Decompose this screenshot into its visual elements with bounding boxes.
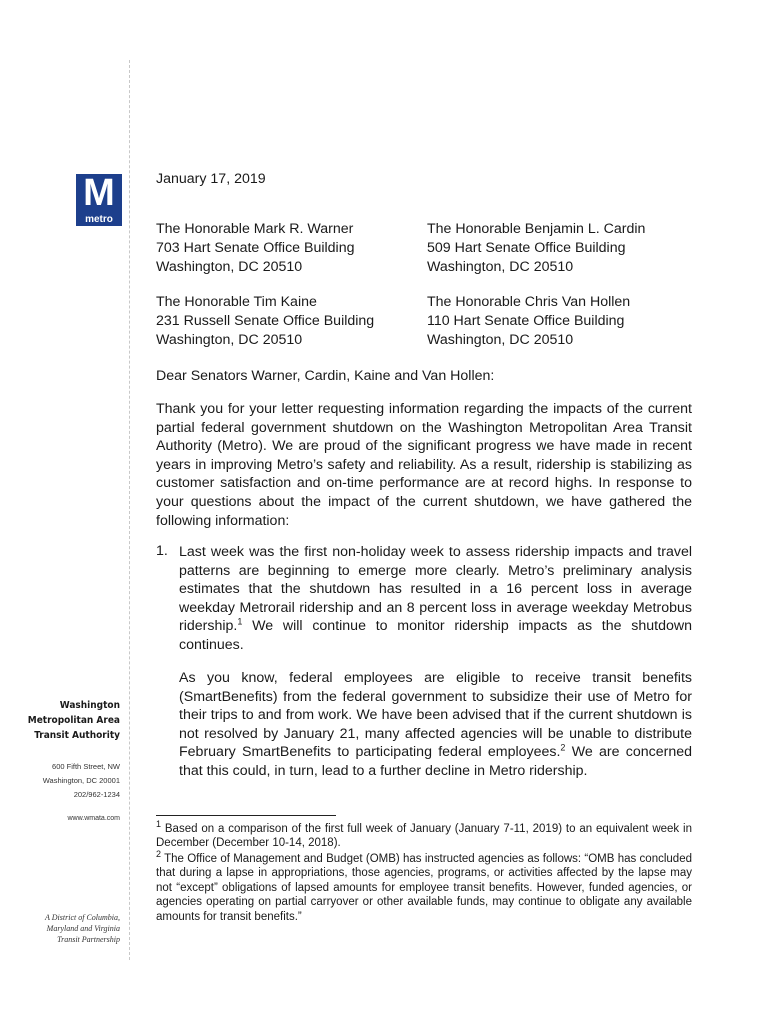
intro-paragraph: Thank you for your letter requesting information regarding the impacts of the current partial federal government shutdown on the Washington Metropolitan Area Transit Authority (Metro). We are proud of the significant progress we have made in recent years in improving Metro’s safety and reliability. As a result, ridership is stabilizing as customer satisfaction and on-time performance are at record highs. In response to your questions about the impact of the current shutdown, we have gathered the following information:: [156, 401, 692, 529]
list-item-smartbenefits: [179, 669, 692, 781]
recipient-warner: [156, 220, 355, 277]
footnote-mark: 1: [156, 819, 162, 830]
partnership-line: Maryland and Virginia: [46, 924, 120, 933]
address-line: 600 Fifth Street, NW: [52, 762, 120, 771]
list-text: We will continue to monitor ridership impacts as the shutdown continues.: [179, 618, 692, 653]
logo-letter: M: [83, 172, 115, 214]
list-item-ridership: [179, 543, 692, 655]
recipient-office: 703 Hart Senate Office Building: [156, 240, 355, 256]
footnote-text: The Office of Management and Budget (OMB) has instructed agencies as follows: “OMB has concluded that during a lapse in appropriations, those agencies, programs, or activities affected by the lapse may not “except” obligations of lapsed amounts for employee transit benefits. However, funded agencies, or agencies operating on partial carryover or other available funds, may continue to obligate any available amounts for transit benefits.”: [156, 853, 692, 923]
letter-date: January 17, 2019: [156, 171, 266, 187]
footnote-divider: [156, 815, 336, 816]
recipient-city: Washington, DC 20510: [156, 332, 303, 348]
recipient-kaine: [156, 293, 374, 350]
phone-line: 202/962-1234: [73, 790, 120, 799]
website-link[interactable]: www.wmata.com: [67, 815, 120, 822]
partnership-note: [45, 912, 120, 945]
list-text: As you know, federal employees are eligible to receive transit benefits (SmartBenefits) from the federal government to subsidize their use of Metro for their trips to and from work. We have been advised that if the current shutdown is not resolved by January 21, many affected agencies will be unable to distribute February SmartBenefits to participating federal employees.: [179, 670, 692, 761]
footnote-mark: 2: [156, 849, 162, 860]
margin-rule: [129, 60, 130, 960]
logo-word: metro: [85, 214, 113, 225]
recipient-office: 509 Hart Senate Office Building: [427, 240, 626, 256]
address-line: Washington, DC 20001: [42, 776, 120, 785]
recipient-office: 231 Russell Senate Office Building: [156, 313, 375, 329]
salutation: Dear Senators Warner, Cardin, Kaine and Van Hollen:: [156, 368, 495, 384]
metro-logo: [76, 174, 122, 226]
org-line: Washington: [59, 700, 120, 711]
recipient-city: Washington, DC 20510: [427, 259, 574, 275]
org-name: [28, 698, 120, 743]
footnote-2: [156, 849, 692, 924]
footnote-text: Based on a comparison of the first full week of January (January 7-11, 2019) to an equivalent week in December (December 10-14, 2018).: [156, 823, 692, 850]
org-line: Transit Authority: [34, 730, 120, 741]
list-text: Last week was the first non-holiday week to assess ridership impacts and travel patterns are beginning to emerge more clearly. Metro’s preliminary analysis estimates that the shutdown has resulted in a 16 percent loss in average weekday Metrorail ridership and an 8 percent loss in average weekday Metrobus ridership.: [179, 544, 692, 635]
recipient-name: The Honorable Mark R. Warner: [156, 221, 354, 237]
footnote-ref[interactable]: 1: [237, 616, 243, 627]
recipient-office: 110 Hart Senate Office Building: [427, 313, 625, 329]
recipient-city: Washington, DC 20510: [156, 259, 303, 275]
partnership-line: A District of Columbia,: [45, 913, 120, 922]
partnership-line: Transit Partnership: [57, 935, 120, 944]
recipient-name: The Honorable Benjamin L. Cardin: [427, 221, 646, 237]
list-number: 1.: [156, 543, 168, 559]
org-address: [43, 760, 120, 802]
org-line: Metropolitan Area: [27, 715, 120, 726]
recipient-van-hollen: [427, 293, 630, 350]
footnote-ref[interactable]: 2: [560, 742, 566, 753]
recipient-name: The Honorable Tim Kaine: [156, 294, 317, 310]
list-text: We are concerned that this could, in turn, lead to a further decline in Metro ridership.: [179, 744, 692, 779]
recipient-name: The Honorable Chris Van Hollen: [427, 294, 631, 310]
footnote-1: [156, 819, 692, 851]
recipient-cardin: [427, 220, 645, 277]
recipient-city: Washington, DC 20510: [427, 332, 574, 348]
